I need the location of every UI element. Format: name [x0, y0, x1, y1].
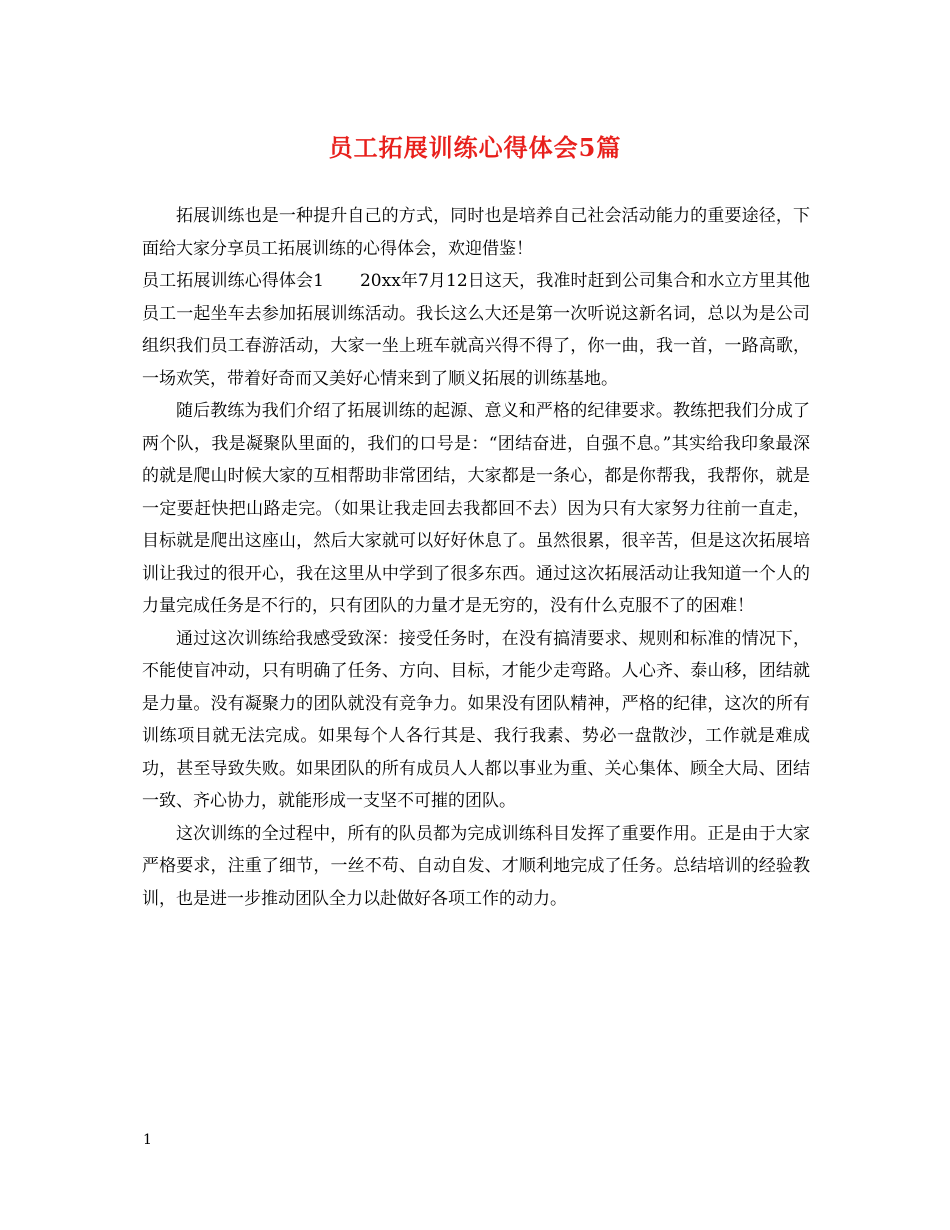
document-body: [142, 200, 810, 915]
intro-paragraph: 拓展训练也是一种提升自己的方式，同时也是培养自己社会活动能力的重要途径，下面给大家分享员工拓展训练的心得体会，欢迎借鉴！: [142, 206, 810, 259]
page-number: 1: [143, 1132, 152, 1148]
body-paragraph-2: 通过这次训练给我感受致深：接受任务时，在没有搞清要求、规则和标准的情况下，不能使盲冲动，只有明确了任务、方向、目标，才能少走弯路。人心齐、泰山移，团结就是力量。没有凝聚力的团队就没有竞争力。如果没有团队精神，严格的纪律，这次的所有训练项目就无法完成。如果每个人各行其是、我行我素、势必一盘散沙，工作就是难成功，甚至导致失败。如果团队的所有成员人人都以事业为重、关心集体、顾全大局、团结一致、齐心协力，就能形成一支坚不可摧的团队。: [142, 628, 810, 811]
document-title: 员工拓展训练心得体会5篇: [328, 133, 622, 162]
section-first-paragraph: [142, 265, 810, 395]
section-heading: 员工拓展训练心得体会1: [142, 271, 324, 291]
body-paragraph-1: 随后教练为我们介绍了拓展训练的起源、意义和严格的纪律要求。教练把我们分成了两个队，我是凝聚队里面的，我们的口号是：“团结奋进，自强不息。”其实给我印象最深的就是爬山时候大家的互相帮助非常团结，大家都是一条心，都是你帮我，我帮你，就是一定要赶快把山路走完。（如果让我走回去我都回不去）因为只有大家努力往前一直走，目标就是爬出这座山，然后大家就可以好好休息了。虽然很累，很辛苦，但是这次拓展培训让我过的很开心，我在这里从中学到了很多东西。通过这次拓展活动让我知道一个人的力量完成任务是不行的，只有团队的力量才是无穷的，没有什么克服不了的困难！: [142, 401, 810, 616]
section-first-text: 20xx年7月12日这天，我准时赶到公司集合和水立方里其他员工一起坐车去参加拓展训练活动。我长这么大还是第一次听说这新名词，总以为是公司组织我们员工春游活动，大家一坐上班车就高兴得不得了，你一曲，我一首，一路高歌，一场欢笑，带着好奇而又美好心情来到了顺义拓展的训练基地。: [142, 271, 810, 389]
body-paragraph-3: 这次训练的全过程中，所有的队员都为完成训练科目发挥了重要作用。正是由于大家严格要求，注重了细节，一丝不苟、自动自发、才顺利地完成了任务。总结培训的经验教训，也是进一步推动团队全力以赴做好各项工作的动力。: [142, 823, 810, 909]
